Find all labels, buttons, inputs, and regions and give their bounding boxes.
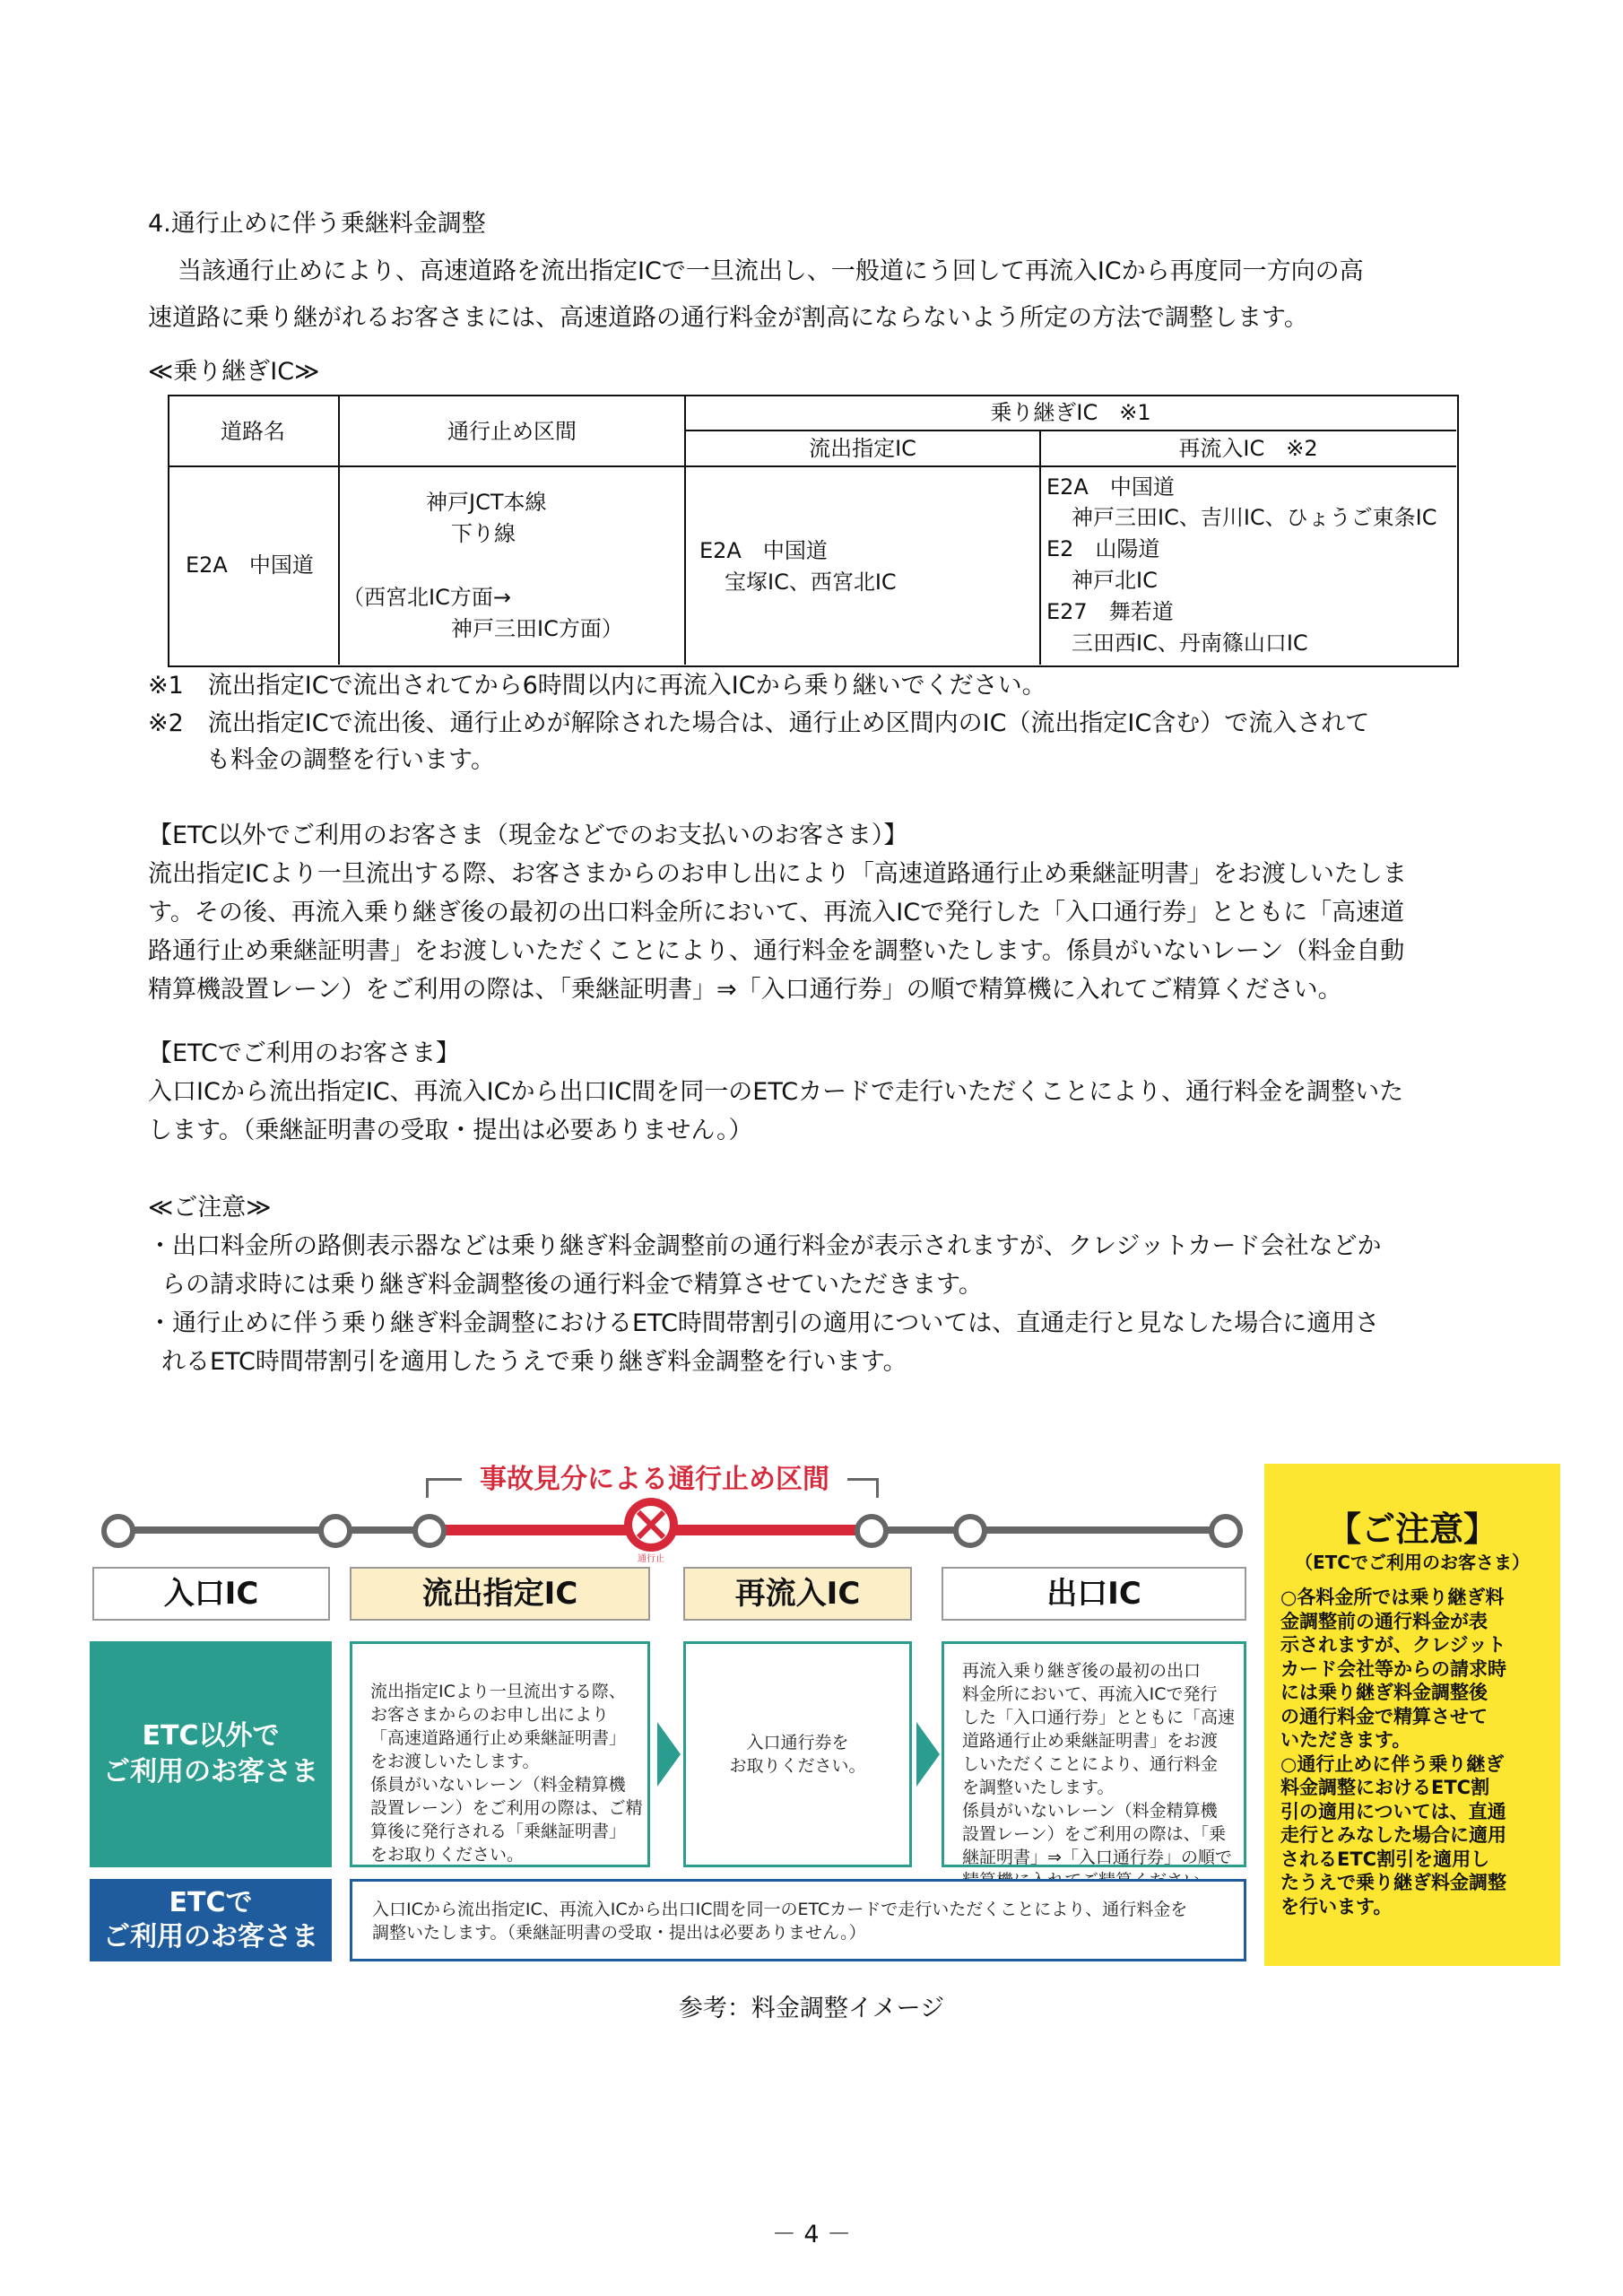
non-etc-title: 【ETC以外でご利用のお客さま（現金などでのお支払いのお客さま）】 (148, 822, 908, 849)
td-re-3: E2 山陽道 (1046, 536, 1160, 561)
etc-line-2: します。（乗継証明書の受取・提出は必要ありません。） (148, 1117, 753, 1144)
td-section-4: 神戸三田IC方面） (451, 616, 623, 641)
td-re-2: 神戸三田IC、吉川IC、ひょうご東条IC (1072, 505, 1437, 530)
flow-arrow-1 (657, 1722, 681, 1787)
caution-1-line-1: ・出口料金所の路側表示器などは乗り継ぎ料金調整前の通行料金が表示されますが、クレジットカード会社などか (148, 1232, 1382, 1260)
row-label-etc: ETCで ご利用のお客さま (90, 1879, 332, 1961)
td-road: E2A 中国道 (186, 552, 314, 578)
non-etc-line-1: 流出指定ICより一旦流出する際、お客さまからのお申し出により「高速道路通行止め乗継証明書」をお渡しいたしま (148, 860, 1407, 888)
row-label-non-etc: ETC以外で ご利用のお客さま (90, 1641, 332, 1867)
non-etc-line-3: 路通行止め乗継証明書」をお渡しいただくことにより、通行料金を調整いたします。係員がいないレーン（料金自動 (148, 937, 1405, 965)
td-re-4: 神戸北IC (1072, 568, 1158, 593)
node-reentry (855, 1514, 889, 1548)
caution-2-line-1: ・通行止めに伴う乗り継ぎ料金調整におけるETC時間帯割引の適用については、直通走行と見なした場合に適用さ (148, 1309, 1380, 1337)
tag-exit-ic: 出口IC (942, 1567, 1246, 1621)
non-etc-line-2: す。その後、再流入乗り継ぎ後の最初の出口料金所において、再流入ICで発行した「入口通行券」とともに「高速道 (148, 899, 1405, 926)
box-exit: 再流入乗り継ぎ後の最初の出口 料金所において、再流入ICで発行 した「入口通行券」とともに「高速 道路通行止め乗継証明書」をお渡 しいただくことにより、通行料金 を調整いたします。 係員がいないレーン（料金精算機 設置レーン）をご利用の際は、「乗 継証明書」⇒「入口通行券」の順で (942, 1641, 1246, 1867)
flow-arrow-2 (916, 1722, 940, 1787)
td-section-2: 下り線 (451, 521, 516, 546)
diagram-caption: 参考：料金調整イメージ (678, 1995, 945, 2022)
section-heading: 4.通行止めに伴う乗継料金調整 (148, 210, 486, 238)
note-2-line-2: も料金の調整を行います。 (206, 746, 495, 774)
td-section-1: 神戸JCT本線 (426, 490, 547, 515)
caution-title: ≪ご注意≫ (148, 1194, 272, 1222)
note-2-line-1: ※2 流出指定ICで流出後、通行止めが解除された場合は、通行止め区間内のIC（流出指定IC含む）で流入されて (148, 709, 1370, 737)
road-closed-sign-icon (621, 1495, 681, 1563)
caution-2-line-2: れるETC時間帯割引を適用したうえで乗り継ぎ料金調整を行います。 (161, 1348, 907, 1376)
node-5 (953, 1514, 987, 1548)
side-caution-panel (1264, 1464, 1560, 1966)
node-6 (1209, 1514, 1243, 1548)
tag-exit-designated-ic: 流出指定IC (350, 1567, 650, 1621)
td-re-6: 三田西IC、丹南篠山口IC (1072, 631, 1308, 656)
ic-title: ≪乗り継ぎIC≫ (148, 358, 320, 386)
note-1: ※1 流出指定ICで流出されてから6時間以内に再流入ICから乗り継いでください。 (148, 672, 1046, 700)
td-re-1: E2A 中国道 (1046, 474, 1175, 500)
node-exit-designated (412, 1514, 447, 1548)
th-road: 道路名 (221, 419, 285, 444)
box-reentry: 入口通行券を お取りください。 (683, 1641, 912, 1867)
intro-line-1: 当該通行止めにより、高速道路を流出指定ICで一旦流出し、一般道にう回して再流入ICから再度同一方向の高 (178, 257, 1364, 285)
tag-reentry-ic: 再流入IC (683, 1567, 912, 1621)
caution-1-line-2: らの請求時には乗り継ぎ料金調整後の通行料金で精算させていただきます。 (161, 1271, 983, 1299)
page-number: － 4 － (771, 2221, 852, 2248)
td-exit-1: E2A 中国道 (699, 538, 828, 563)
side-caution-subtitle: （ETCでご利用のお客さま） (1295, 1552, 1530, 1573)
th-transfer-ic: 乗り継ぎIC ※1 (990, 400, 1151, 425)
td-section-3: （西宮北IC方面→ (343, 585, 511, 610)
box-exit-designated: 流出指定ICより一旦流出する際、 お客さまからのお申し出により 「高速道路通行止め乗継証明書」 をお渡しいたします。 係員がいないレーン（料金精算機 設置レーン）をご利用の際は、ご精 算後に発行される「乗継証明書」 をお取りください。 (350, 1641, 650, 1867)
tag-entrance-ic: 入口IC (92, 1567, 330, 1621)
node-1 (101, 1514, 135, 1548)
side-caution-body: ○各料金所では乗り継ぎ料 金調整前の通行料金が表 示されますが、クレジット カード会社等からの請求時 には乗り継ぎ料金調整後 の通行料金で精算させて いただきます。 ○通行止めに伴う乗り継ぎ 料金調整におけるETC割 引の適用については、直通 走行とみなした場合に適用 されるETC割引を適用し たうえで乗り継ぎ料金調整 を行います。 (1280, 1587, 1506, 1918)
closure-label: 事故見分による通行止め区間 (462, 1462, 847, 1498)
td-re-5: E27 舞若道 (1046, 599, 1174, 624)
box-etc: 入口ICから流出指定IC、再流入ICから出口IC間を同一のETCカードで走行いただくことにより、通行料金を 調整いたします。（乗継証明書の受取・提出は必要ありません。） (350, 1879, 1246, 1961)
node-2 (318, 1514, 352, 1548)
td-exit-2: 宝塚IC、西宮北IC (725, 570, 897, 595)
side-caution-title: 【ご注意】 (1326, 1509, 1497, 1549)
th-reentry-ic: 再流入IC ※2 (1178, 436, 1318, 461)
intro-line-2: 速道路に乗り継がれるお客さまには、高速道路の通行料金が割高にならないよう所定の方法で調整します。 (148, 304, 1308, 332)
etc-title: 【ETCでご利用のお客さま】 (148, 1039, 460, 1067)
th-exit-ic: 流出指定IC (809, 436, 916, 461)
non-etc-line-4: 精算機設置レーン）をご利用の際は、「乗継証明書」⇒「入口通行券」の順で精算機に入れてご精算ください。 (148, 976, 1342, 1004)
road-closed-sign-text: 通行止 (638, 1554, 664, 1563)
th-section: 通行止め区間 (447, 419, 577, 444)
etc-line-1: 入口ICから流出指定IC、再流入ICから出口IC間を同一のETCカードで走行いただくことにより、通行料金を調整いた (148, 1078, 1404, 1106)
